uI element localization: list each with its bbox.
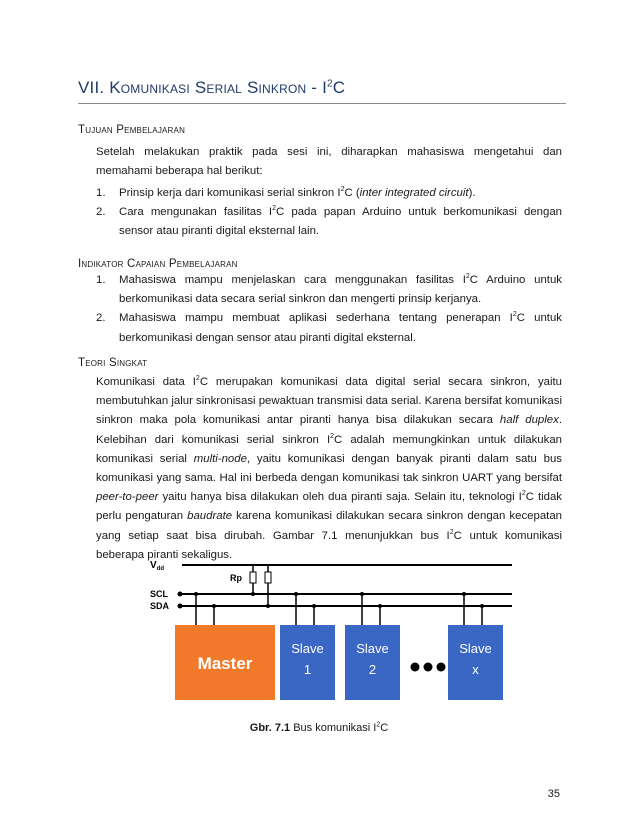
slave-x-number: x <box>472 662 479 677</box>
slave-1-label: Slave <box>291 641 324 656</box>
sda-label: SDA <box>150 601 170 611</box>
slave-x-label: Slave <box>459 641 492 656</box>
scl-label: SCL <box>150 589 168 599</box>
pullup-resistor <box>250 572 256 583</box>
slave-2-label: Slave <box>356 641 389 656</box>
sda-terminal <box>178 604 183 609</box>
section-heading-teori: Teori Singkat <box>78 357 148 369</box>
section-heading-indikator: Indikator Capaian Pembelajaran <box>78 258 238 270</box>
section-heading-tujuan: Tujuan Pembelajaran <box>78 124 186 136</box>
list-item: 2. Cara mengunakan fasilitas $I^2C$ pada papan Arduino untuk berkomunikasi dengan sensor atau piranti digital eksternal lain. <box>96 205 562 238</box>
list-item: 1. Mahasiswa mampu menjelaskan cara menggunakan fasilitas $I^2C$ Arduino untuk berkomunikasi data secara serial sinkron dan mengerti prinsip kerjanya. <box>96 273 562 306</box>
ellipsis-dot <box>437 663 446 672</box>
indikator-list <box>96 271 562 348</box>
slave-2-number: 2 <box>368 662 377 677</box>
tujuan-list <box>96 184 562 242</box>
i2c-bus-diagram <box>140 552 520 712</box>
ellipsis-dot <box>424 663 433 672</box>
pullup-resistor <box>265 572 271 583</box>
scl-terminal <box>178 592 183 597</box>
teori-paragraph: Komunikasi data $I^2C$ merupakan komunikasi data digital serial secara sinkron, yaitu membutuhkan jalur sinkronisasi pewaktuan transmisi data serial. Karena bersifat komunikasi sinkron maka pola komunikasi antar piranti hanya bisa dilakukan secara half duplex. Kelebihan dari komunikasi serial sinkron $I^2C$ adalah memungkinkan untuk dilakukan komunikasi serial multi-node, yaitu komunikasi dengan banyak piranti dalam satu bus komunikasi yang sama. Hal ini berbeda dengan komunikasi tak sinkron UART yang bersifat peer-to-peer yaitu hanya bisa dilakukan oleh dua piranti saja. Selain itu, teknologi $I^2C$ tidak perlu pengaturan baudrate karena komunikasi dilakukan secara sinkron dengan kecepatan yang setiap saat bisa dirubah. Gambar 7.1 menunjukkan bus $I^2C$ untuk komunikasi beberapa piranti sekaligus. <box>96 375 563 561</box>
master-label: Master <box>197 654 253 673</box>
figure-caption: Gbr. 7.1 Bus komunikasi $I^2C$ <box>249 721 389 734</box>
rp-label: Rp <box>230 573 242 583</box>
slave-1-number: 1 <box>303 662 312 677</box>
ellipsis-dot <box>411 663 420 672</box>
page-number: 35 <box>547 788 560 800</box>
tujuan-intro: Setelah melakukan praktik pada sesi ini, diharapkan mahasiswa mengetahui dan memahami beberapa hal berikut: <box>96 146 562 178</box>
list-item: 1. Prinsip kerja dari komunikasi serial sinkron $I^2C$ (inter integrated circuit). <box>96 186 476 199</box>
chapter-title: VII. Komunikasi Serial Sinkron - $I^2C$ <box>78 78 566 104</box>
list-item: 2. Mahasiswa mampu membuat aplikasi sederhana tentang penerapan $I^2C$ untuk berkomunikasi dengan sensor atau piranti digital eksternal. <box>96 311 562 344</box>
vdd-label: $V_{dd}$ <box>150 560 165 572</box>
